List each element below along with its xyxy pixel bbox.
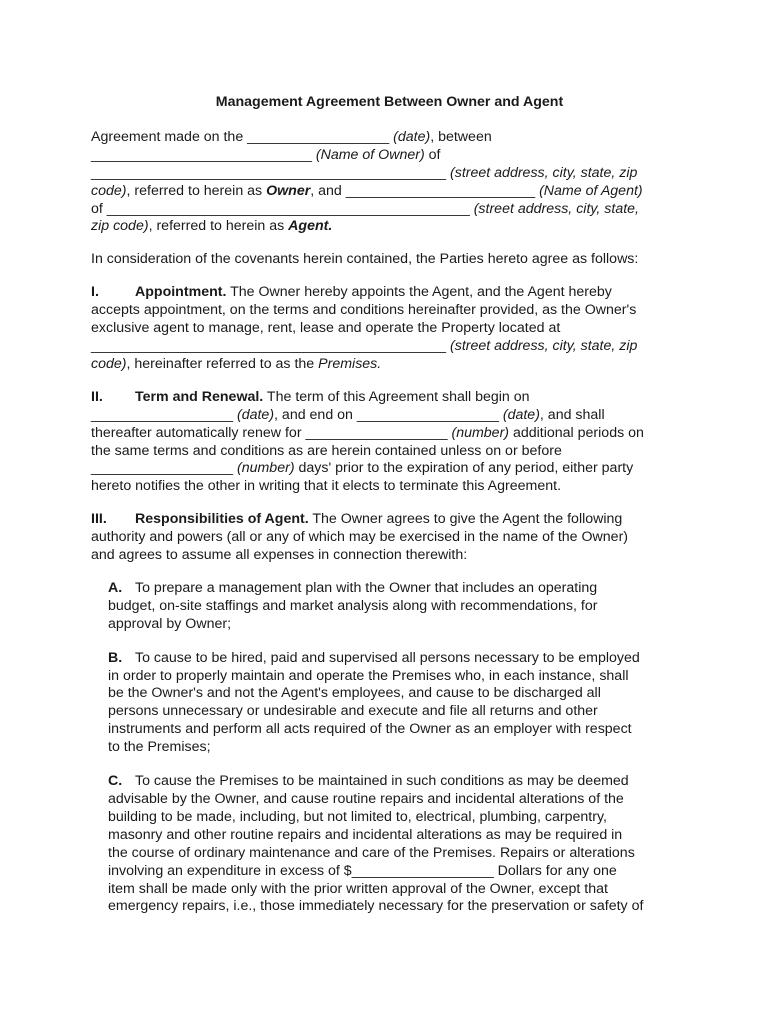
section-heading: Term and Renewal.	[135, 388, 264, 405]
intro-line-2: ____________________________ (Name of Owner) of	[91, 146, 441, 163]
clause-c: C. To cause the Premises to be maintained in such conditions as may be deemed advisable by the Owner, and cause routine repairs and incidental alterations of the building to be made, including, but not limited to, electrical, plumbing, carpentry, masonry and other routine repairs and incidental alterations as may be required in the course of ordinary maintenance and care of the Premises. Repairs or alterations involving an expenditure in excess of $__________________ Dollars for any one item shall be made only with the prior written approval of the Owner, except that emergency repairs, i.e., those immediately necessary for the preservation or safety of	[108, 773, 644, 915]
intro-paragraph	[91, 129, 686, 236]
section-heading: Responsibilities of Agent.	[135, 511, 309, 528]
clause-letter: A.	[108, 579, 123, 596]
consideration-paragraph: In consideration of the covenants herein contained, the Parties hereto agree as follows:	[91, 251, 639, 268]
section-number: II.	[91, 388, 103, 405]
intro-line-3: _____________________________________________ (street address, city, state, zip	[91, 164, 638, 181]
section-responsibilities: III. Responsibilities of Agent. The Owner agrees to give the Agent the following authority and powers (all or any of which may be exercised in the name of the Owner) and agrees to assume all expenses in connection therewith:	[91, 511, 629, 564]
section-number: I.	[91, 284, 99, 301]
intro-line-4: code), referred to herein as Owner, and ________________________ (Name of Agent)	[91, 182, 643, 199]
section-heading: Appointment.	[135, 284, 227, 301]
section-appointment: I. Appointment. The Owner hereby appoints the Agent, and the Agent hereby accepts appointment, on the terms and conditions hereinafter provided, as the Owner's exclusive agent to manage, rent, lease and operate the Property located at _____________________________________________ (street address, city, state, zip code), hereinafter referred to as the Premises.	[91, 284, 638, 372]
section-number: III.	[91, 511, 107, 528]
intro-line-5: of ______________________________________________ (street address, city, state,	[91, 200, 640, 217]
intro-line-6: zip code), referred to herein as Agent.	[91, 218, 333, 235]
clause-letter: B.	[108, 649, 123, 666]
document-title: Management Agreement Between Owner and Agent	[215, 94, 564, 110]
document-page	[91, 94, 686, 932]
clause-b: B. To cause to be hired, paid and supervised all persons necessary to be employed in order to properly maintain and operate the Premises who, in each instance, shall be the Owner's and not the Agent's employees, and cause to be discharged all persons unnecessary or undesirable and execute and file all returns and other instruments and perform all acts required of the Owner as an employer with respect to the Premises;	[108, 649, 640, 756]
intro-line-1: Agreement made on the __________________ (date), between	[91, 128, 492, 145]
clause-letter: C.	[108, 773, 123, 790]
section-term-renewal: II. Term and Renewal. The term of this Agreement shall begin on __________________ (date), and end on __________________ (date), and shall thereafter automatically renew for __________________ (number) additional periods on the same terms and conditions as are herein contained unless on or before __________________ (number) days' prior to the expiration of any period, either party hereto notifies the other in writing that it elects to terminate this Agreement.	[91, 388, 644, 495]
clause-a: A. To prepare a management plan with the Owner that includes an operating budget, on-site staffings and market analysis along with recommendations, for approval by Owner;	[108, 579, 598, 632]
